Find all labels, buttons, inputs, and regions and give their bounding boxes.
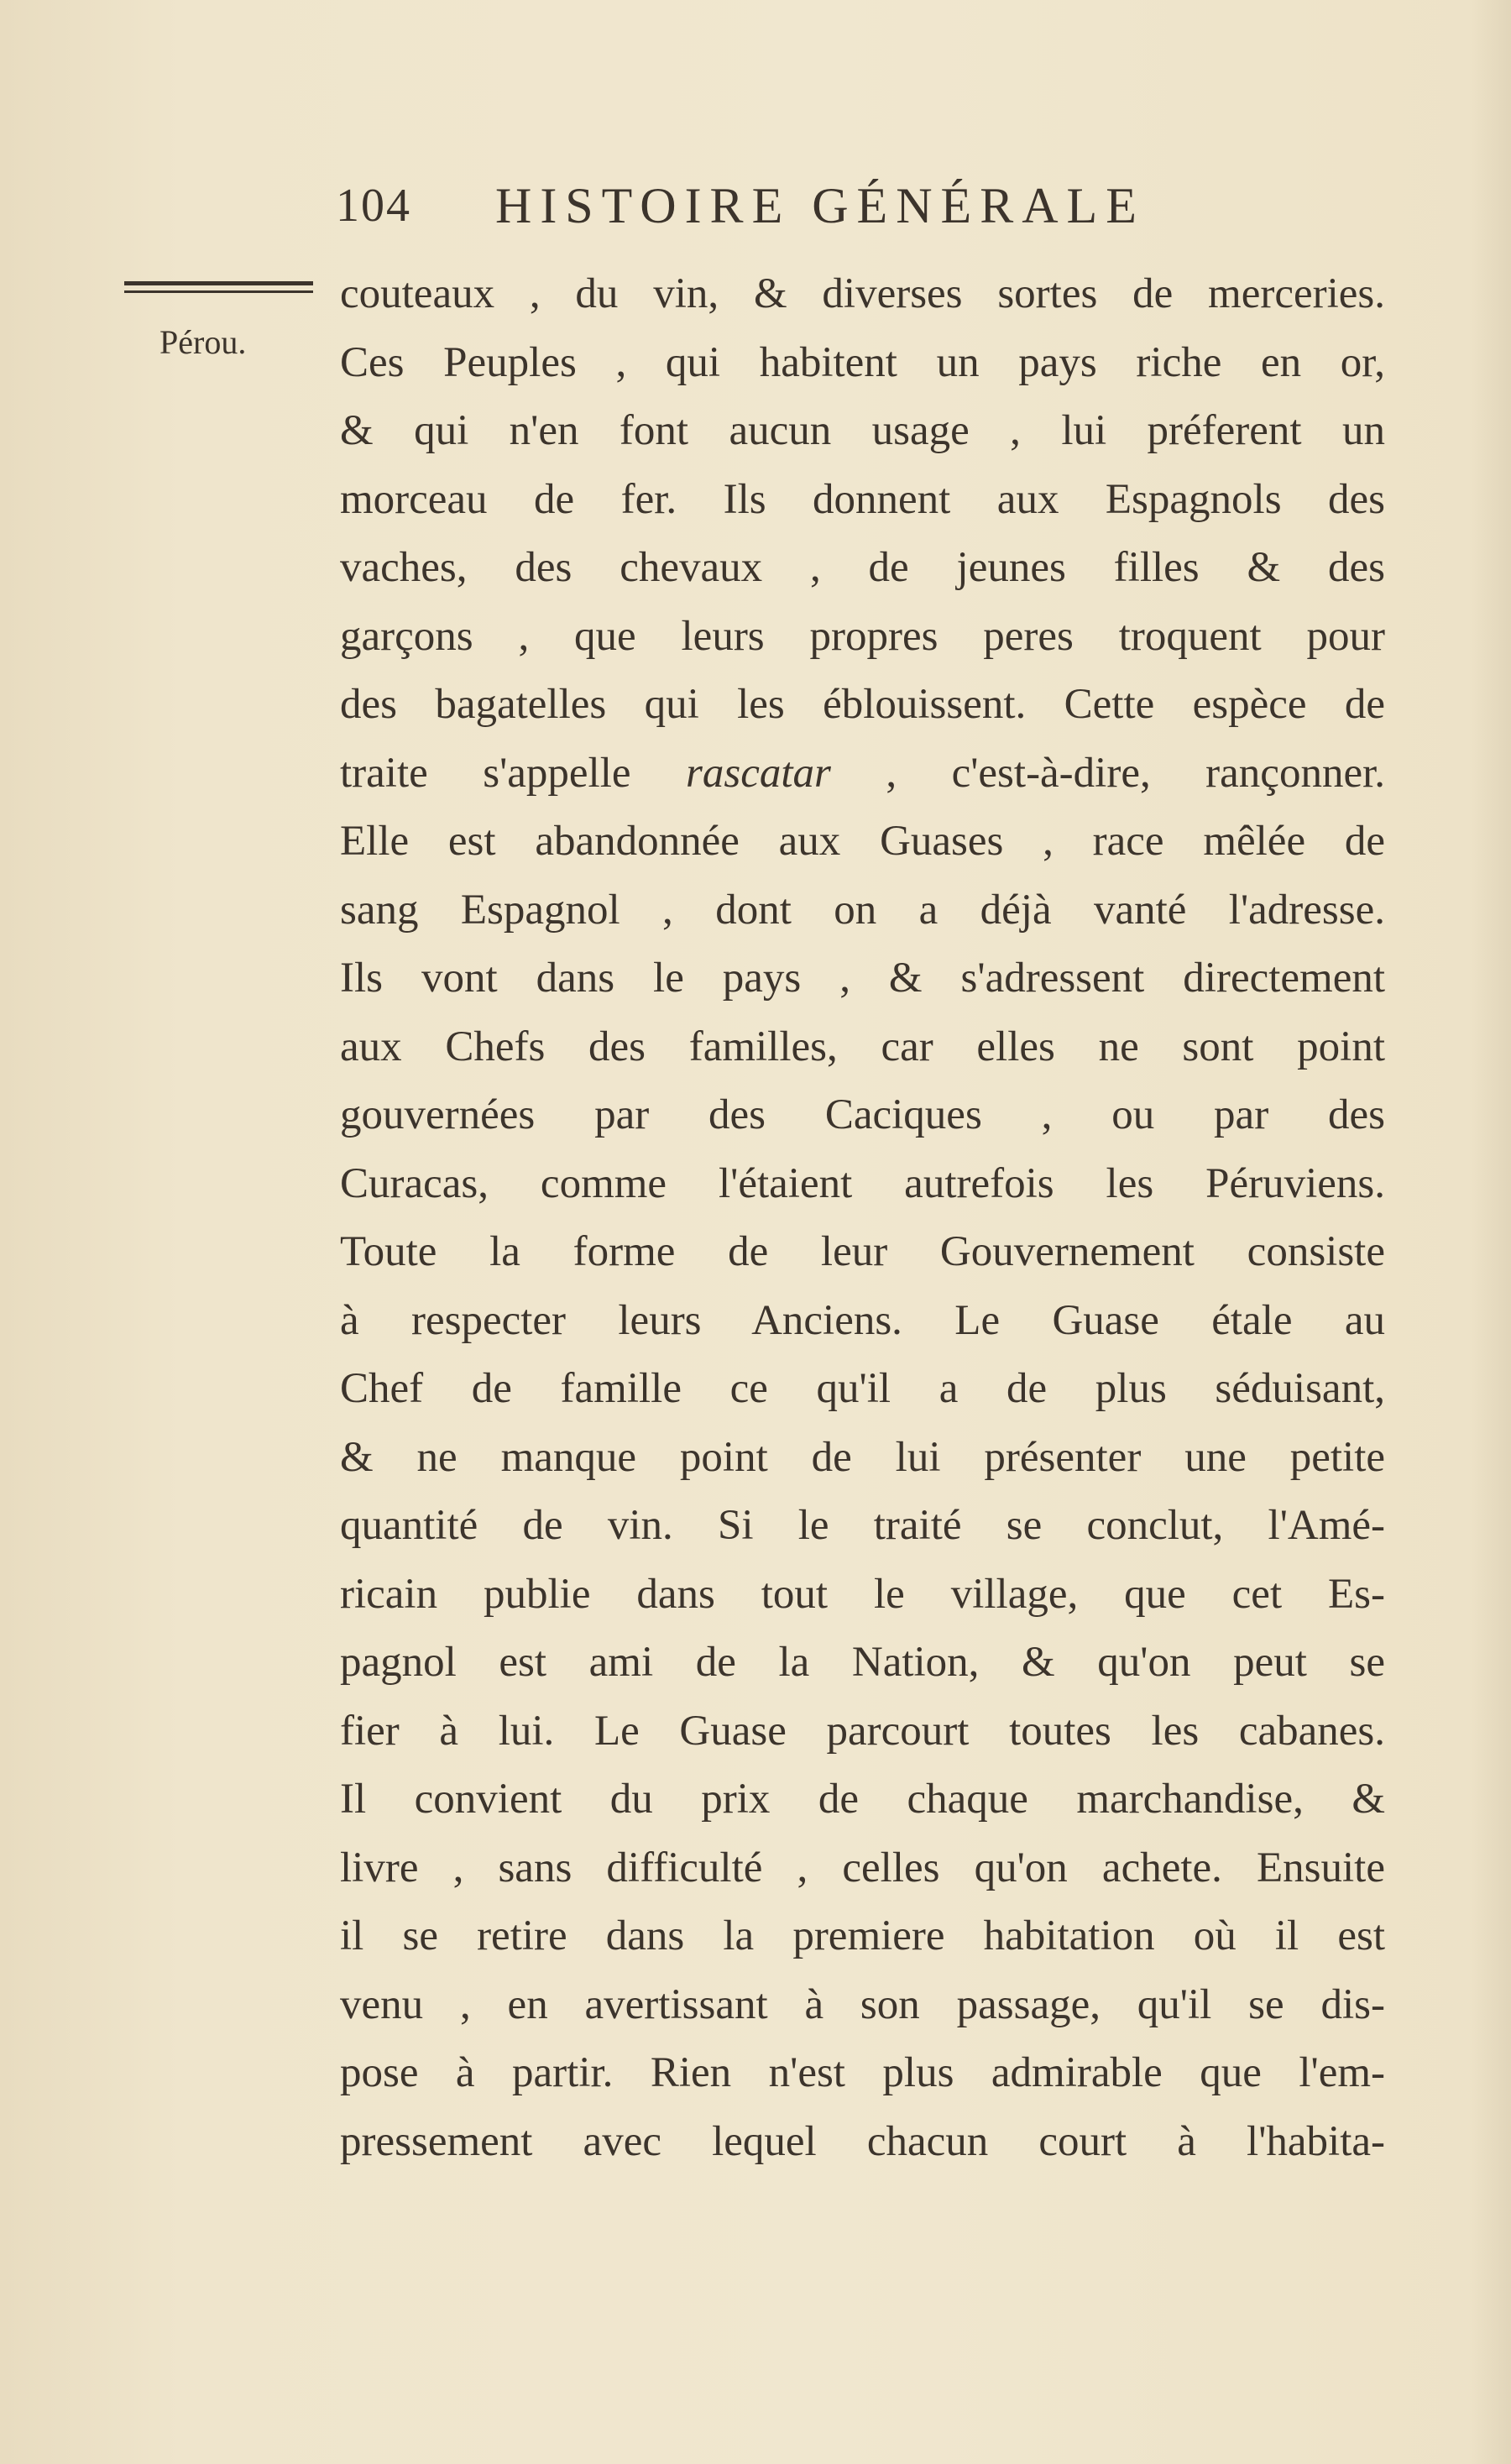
text-line: Ces Peuples , qui habitent un pays riche en or, xyxy=(340,338,1385,386)
text-line: des bagatelles qui les éblouissent. Cette espèce de xyxy=(340,681,1385,728)
page-number: 104 xyxy=(336,180,411,232)
text-segment: , c'est-à-dire, rançonner. xyxy=(886,749,1385,797)
text-segment: traite s'appelle xyxy=(340,749,631,797)
page-edge-shadow xyxy=(1469,0,1511,2464)
text-line: vaches, des chevaux , de jeunes filles & des xyxy=(340,544,1385,591)
text-line: sang Espagnol , dont on a déjà vanté l'adresse. xyxy=(340,886,1385,934)
text-line: Ils vont dans le pays , & s'adressent directement xyxy=(340,955,1385,1002)
text-line: garçons , que leurs propres peres troquent pour xyxy=(340,612,1385,660)
text-line xyxy=(340,740,1385,808)
margin-note: Pérou. xyxy=(159,323,247,361)
text-line: Curacas, comme l'étaient autrefois les Péruviens. xyxy=(340,1159,1385,1207)
text-line: fier à lui. Le Guase parcourt toutes les cabanes. xyxy=(340,1707,1385,1755)
running-title: HISTOIRE GÉNÉRALE xyxy=(495,178,1145,233)
text-line: & qui n'en font aucun usage , lui préferent un xyxy=(340,407,1385,454)
text-line: Elle est abandonnée aux Guases , race mêlée de xyxy=(340,818,1385,865)
italic-term: rascatar xyxy=(686,749,831,797)
text-line: pagnol est ami de la Nation, & qu'on peut se xyxy=(340,1639,1385,1686)
text-line: Chef de famille ce qu'il a de plus séduisant, xyxy=(340,1365,1385,1412)
text-line: pose à partir. Rien n'est plus admirable que l'em- xyxy=(340,2049,1385,2096)
text-line: aux Chefs des familles, car elles ne sont point xyxy=(340,1023,1385,1070)
text-line: Il convient du prix de chaque marchandise, & xyxy=(340,1776,1385,1823)
page-header xyxy=(336,172,1385,239)
margin-ornament-rule xyxy=(124,281,313,293)
text-line: morceau de fer. Ils donnent aux Espagnols des xyxy=(340,475,1385,523)
text-line: à respecter leurs Anciens. Le Guase étale au xyxy=(340,1296,1385,1344)
body-text xyxy=(340,260,1385,2176)
text-line: venu , en avertissant à son passage, qu'il se dis- xyxy=(340,1980,1385,2028)
text-line: quantité de vin. Si le traité se conclut, l'Amé- xyxy=(340,1502,1385,1549)
text-line: & ne manque point de lui présenter une petite xyxy=(340,1433,1385,1481)
text-line: livre , sans difficulté , celles qu'on achete. Ensuite xyxy=(340,1844,1385,1891)
text-line: Toute la forme de leur Gouvernement consiste xyxy=(340,1228,1385,1275)
text-line: ricain publie dans tout le village, que cet Es- xyxy=(340,1570,1385,1618)
text-line: couteaux , du vin, & diverses sortes de merceries. xyxy=(340,270,1385,317)
text-line: gouvernées par des Caciques , ou par des xyxy=(340,1091,1385,1138)
text-line: pressement avec lequel chacun court à l'habita- xyxy=(340,2117,1385,2165)
text-line: il se retire dans la premiere habitation où il est xyxy=(340,1912,1385,1959)
